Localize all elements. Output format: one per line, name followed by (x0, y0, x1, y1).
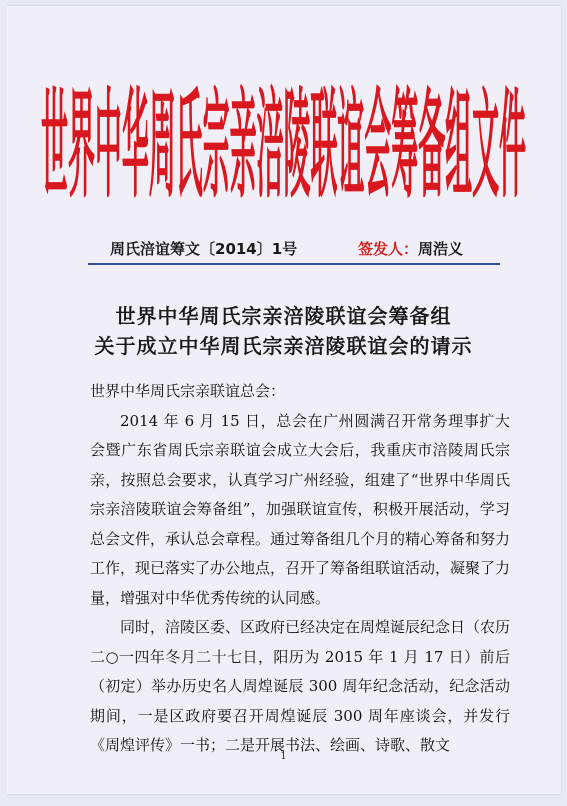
header-divider (88, 263, 500, 265)
body-paragraph-1: 2014 年 6 月 15 日，总会在广州圆满召开常务理事扩大会暨广东省周氏宗亲联谊会成立大会后，我重庆市涪陵周氏宗亲，按照总会要求，认真学习广州经验，组建了“世界中华周氏宗亲涪陵联谊会筹备组”，加强联谊宣传，积极开展活动，学习总会文件，承认总会章程。通过筹备组几个月的精心筹备和努力工作，现已落实了办公地点，召开了筹备组联谊活动，凝聚了力量，增强对中华优秀传统的认同感。 (90, 411, 511, 607)
red-header-text: 世界中华周氏宗亲涪陵联谊会筹备组文件 (41, 76, 526, 214)
signer (358, 238, 463, 259)
signer-name: 周浩义 (418, 240, 464, 258)
document-title-line-1: 世界中华周氏宗亲涪陵联谊会筹备组 (115, 304, 452, 328)
document-page (6, 6, 561, 794)
document-reference-number: 周氏涪谊筹文〔2014〕1号 (110, 240, 298, 258)
page-number: 1 (280, 751, 287, 762)
signer-label: 签发人： (358, 240, 419, 258)
red-header-svg (36, 64, 531, 214)
body-paragraph-2: 同时，涪陵区委、区政府已经决定在周煌诞辰纪念日（农历二○一四年冬月二十七日，阳历为 2015 年 1 月 17 日）前后（初定）举办历史名人周煌诞辰 300 周年纪念活动，纪念活动期间，一是区政府要召开周煌诞辰 300 周年座谈会，并发行《周煌评传》一书；二是开展书法、绘画、诗歌、散文 (90, 618, 511, 754)
document-title-line-2: 关于成立中华周氏宗亲涪陵联谊会的请示 (94, 334, 473, 358)
red-header-title (36, 64, 531, 214)
document-body (90, 377, 510, 761)
salutation: 世界中华周氏宗亲联谊总会： (90, 382, 286, 400)
